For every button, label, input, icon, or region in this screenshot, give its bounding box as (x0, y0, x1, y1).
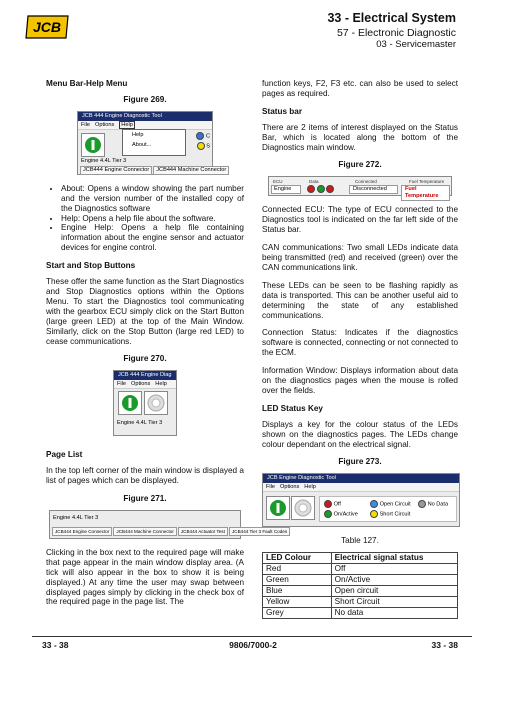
info-window-field: Fuel Temperature (401, 185, 450, 201)
footer-rule (32, 636, 472, 637)
figure-271-caption: Figure 271. (123, 494, 167, 504)
table-cell: Off (331, 564, 457, 575)
table-cell: Short Circuit (331, 597, 457, 608)
led-key (319, 496, 457, 522)
status-ecu-field: Engine (271, 185, 301, 194)
window-titlebar: JCB 444 Engine Diag (114, 371, 176, 380)
para-start-stop: These offer the same function as the Start Diagnostics and Stop Diagnostics options within the Options Menu. To start the Diagnostics tool communicating with the gearbox ECU simply click on the Start Button (large green LED) at the top of the Main Window. Similarly, click on the Stop Button (large red LED) to cease communications. (46, 277, 244, 346)
menu-bar (114, 380, 176, 389)
dropdown-item-help[interactable]: Help (132, 131, 144, 138)
heading-status-bar: Status bar (262, 106, 303, 116)
table-cell: Grey (263, 608, 332, 619)
stop-button[interactable] (144, 391, 168, 415)
blue-led-icon (370, 500, 378, 508)
table-header: Electrical signal status (331, 553, 457, 564)
table-header-row (263, 553, 458, 564)
bullet-item: • Help: Opens a help file about the software. (61, 214, 244, 224)
start-button[interactable] (266, 496, 290, 520)
window-titlebar: JCB Engine Diagnostic Tool (263, 474, 459, 483)
table-row (263, 608, 458, 619)
footer-page-right: 33 - 38 (431, 640, 458, 650)
figure-270-caption: Figure 270. (123, 354, 167, 364)
figure-273-screenshot (262, 473, 460, 527)
para-status-bar: There are 2 items of interest displayed on the Status Bar, which is located along the bottom of the Diagnostics main window. (262, 122, 458, 152)
para-led-key: Displays a key for the colour status of the LEDs shown on the diagnostics pages. The LEDs change colour dependant on the electrical signal. (262, 419, 458, 449)
menu-file[interactable]: File (117, 381, 127, 388)
para-connected-ecu: Connected ECU: The type of ECU connected to the Diagnostics tool is indicated on the far left side of the Status bar. (262, 205, 458, 235)
engine-label: Engine 4.4L Tier 3 (117, 420, 163, 427)
table-cell: On/Active (331, 575, 457, 586)
key-on: On/Active (324, 510, 358, 518)
tab-machine-connector[interactable]: JCB444 Machine Connector (153, 166, 229, 175)
window-titlebar: JCB 444 Engine Diagnostic Tool (78, 112, 212, 121)
chapter-title: 33 - Electrical System (327, 11, 456, 25)
heading-page-list: Page List (46, 450, 83, 460)
table-cell: Red (263, 564, 332, 575)
led-colour-table (262, 552, 458, 619)
conn-led-icon (326, 185, 334, 193)
bullet-item: • Engine Help: Opens a help file containing information about the engine sensor and actuator devices for engine control. (61, 223, 244, 253)
connection-status-field: Disconnected (349, 185, 398, 194)
section-subsubtitle: 03 - Servicemaster (376, 39, 456, 50)
start-button[interactable] (81, 133, 105, 157)
para-connection: Connection Status: Indicates if the diagnostics software is connected, connecting or not connected to the ECM. (262, 328, 458, 358)
yellow-led-icon (370, 510, 378, 518)
engine-label: Engine 4.4L Tier 3 (53, 514, 99, 521)
key-short: Short Circuit (370, 510, 410, 518)
can-leds (307, 185, 334, 193)
figure-272-screenshot: ECU Data Connected Fuel Temperature Engine Disconnected Fuel Temperature (268, 176, 452, 196)
start-button[interactable] (118, 391, 142, 415)
heading-menu-help: Menu Bar-Help Menu (46, 79, 128, 88)
tx-led-icon (307, 185, 315, 193)
tab-actuator-test[interactable]: JCB444 Actuator Test (178, 527, 228, 536)
heading-led-key: LED Status Key (262, 403, 323, 413)
help-dropdown (122, 129, 186, 156)
menu-file[interactable]: File (81, 121, 91, 128)
para-page-list: In the top left corner of the main window is displayed a list of pages which can be displayed. (46, 466, 244, 486)
tab-engine-connector[interactable]: JCB444 Engine Connector (52, 527, 112, 536)
menu-file[interactable]: File (266, 484, 276, 491)
table-row (263, 575, 458, 586)
tab-fault-codes[interactable]: JCB444 Tier 3 Fault Codes (229, 527, 290, 536)
table-cell: Blue (263, 586, 332, 597)
rx-led-icon (317, 185, 325, 193)
heading-start-stop: Start and Stop Buttons (46, 261, 136, 271)
menu-help[interactable]: Help (155, 381, 167, 388)
dropdown-item-about[interactable]: About... (132, 141, 152, 148)
table-row (263, 597, 458, 608)
section-subtitle: 57 - Electronic Diagnostic (336, 27, 456, 39)
menu-options[interactable]: Options (280, 484, 300, 491)
figure-271-screenshot (49, 510, 288, 539)
table-cell: Green (263, 575, 332, 586)
key-off: Off (324, 500, 341, 508)
table-cell: Yellow (263, 597, 332, 608)
figure-269-screenshot (77, 111, 227, 175)
footer-doc-number: 9806/7000-2 (229, 640, 277, 650)
side-led-c: C (196, 132, 210, 140)
para-page-list-2: Clicking in the box next to the required page will make that page appear in the main window display area. (A tick will also appear in the box to show it is being displayed.) At any time the user may swap between displayed pages simply by clicking in the check box of the required page in the page list. The (46, 547, 244, 607)
bullet-item: • About: Opens a window showing the part number and the version number of the installed copy of the Diagnostics software (61, 184, 244, 214)
menu-options[interactable]: Options (131, 381, 151, 388)
figure-272-caption: Figure 272. (338, 160, 382, 170)
para-leds: These LEDs can be seen to be flashing rapidly as data is transported. This can be another useful aid to determining the state of any established communications. (262, 280, 458, 320)
tab-engine-connector[interactable]: JCB444 Engine Connector (80, 166, 152, 175)
tab-machine-connector[interactable]: JCB444 Machine Connector (113, 527, 176, 536)
stop-button[interactable] (291, 496, 315, 520)
para-info-window: Information Window: Displays information about data on the diagnostics pages when the mouse is rolled over the fields. (262, 366, 458, 395)
page-tabs (52, 527, 291, 536)
page-tabs (80, 166, 230, 175)
menu-bar (263, 483, 459, 492)
figure-273-caption: Figure 273. (338, 457, 382, 467)
key-nodata: No Data (418, 500, 448, 508)
engine-label: Engine 4.4L Tier 3 (81, 157, 127, 164)
menu-help[interactable]: Help (304, 484, 316, 491)
table-row (263, 564, 458, 575)
footer-page-left: 33 - 38 (42, 640, 69, 650)
menu-help[interactable]: Help (121, 121, 133, 128)
menu-options[interactable]: Options (95, 121, 115, 128)
side-led-s: S (197, 142, 210, 150)
table-127-caption: Table 127. (341, 536, 379, 546)
table-row (263, 586, 458, 597)
key-open: Open Circuit (370, 500, 411, 508)
green-led-icon (324, 510, 332, 518)
grey-led-icon (418, 500, 426, 508)
red-led-icon (324, 500, 332, 508)
right-column (262, 79, 458, 619)
jcb-logo (24, 14, 70, 40)
para-function-keys: function keys, F2, F3 etc. can also be used to select pages as required. (262, 79, 458, 98)
figure-270-screenshot (113, 370, 177, 436)
para-can: CAN communications: Two small LEDs indicate data being transmitted (red) and received (green) over the CAN communications link. (262, 243, 458, 272)
svg-text:JCB: JCB (32, 19, 62, 35)
table-cell: No data (331, 608, 457, 619)
table-header: LED Colour (263, 553, 332, 564)
table-cell: Open circuit (331, 586, 457, 597)
help-menu-bullets (46, 184, 244, 253)
figure-269-caption: Figure 269. (123, 94, 167, 104)
